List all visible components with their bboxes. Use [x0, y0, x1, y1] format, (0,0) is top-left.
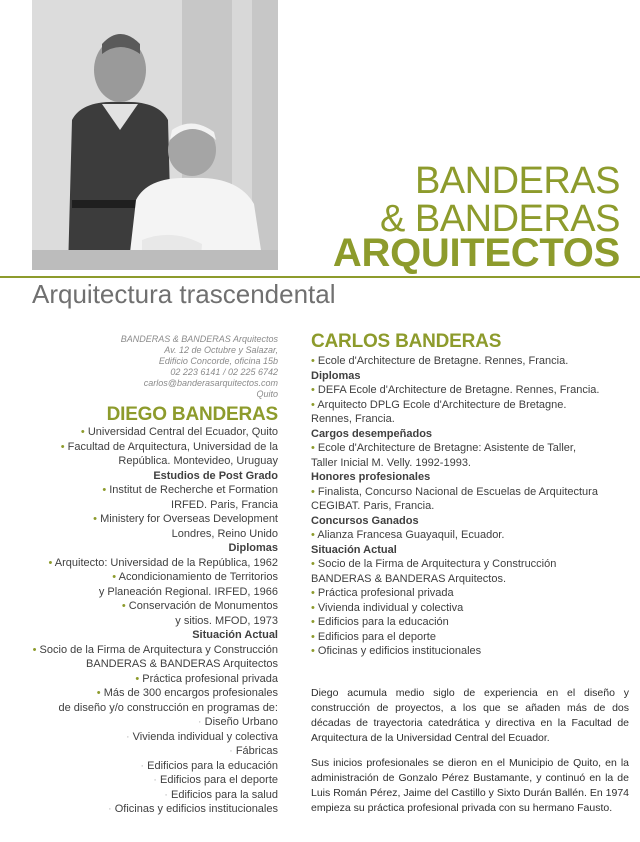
bullet-icon: •	[48, 556, 53, 569]
list-item-text: Ecole d'Architecture de Bretagne: Asistente de Taller,	[317, 442, 577, 454]
bullet-icon: •	[60, 440, 65, 453]
list-item-text: Taller Inicial M. Velly. 1992-1993.	[311, 456, 471, 469]
tagline: Arquitectura trascendental	[32, 279, 336, 309]
bullet-icon: •	[311, 645, 315, 657]
list-item-text: Honores profesionales	[311, 471, 431, 483]
list-item-text: BANDERAS & BANDERAS Arquitectos.	[311, 572, 507, 585]
list-item	[33, 686, 278, 701]
section-heading	[311, 369, 599, 384]
list-item-text: Facultad de Arquitectura, Universidad de la	[67, 440, 278, 453]
list-item-text: y sitios. MFOD, 1973	[175, 614, 278, 627]
list-item-text: Arquitecto: Universidad de la República, 1962	[54, 556, 278, 569]
carlos-cv-list	[311, 354, 599, 659]
list-item	[33, 643, 278, 658]
title-line-2: & BANDERAS	[380, 198, 620, 240]
list-item	[33, 454, 278, 469]
list-item	[311, 630, 599, 645]
list-item	[33, 512, 278, 527]
list-item	[33, 657, 278, 672]
contact-line: Av. 12 de Octubre y Salazar,	[164, 345, 278, 355]
contact-block	[121, 334, 278, 400]
list-item	[311, 354, 599, 369]
dot-icon: ·	[164, 788, 168, 801]
list-item-text: CEGIBAT. Paris, Francia.	[311, 500, 435, 512]
list-item	[311, 456, 599, 471]
bullet-icon: •	[311, 630, 315, 643]
dot-icon: ·	[197, 716, 202, 728]
list-item-text: Edificios para el deporte	[317, 630, 436, 643]
bullet-icon: •	[311, 355, 315, 367]
list-item-text: Cargos desempeñados	[311, 427, 433, 440]
bio-paragraph-1: Diego acumula medio siglo de experiencia en el diseño y construcción de proyectos, a los que se añaden más de dos décadas de trayectoria catedrática y directiva en la Facultad de Arquitectura de la Universidad Central del Ecuador.	[311, 687, 629, 744]
title-divider	[0, 276, 640, 278]
list-item-text: Estudios de Post Grado	[153, 469, 278, 482]
list-item	[311, 398, 599, 413]
bullet-icon: •	[121, 600, 126, 612]
list-item-text: Edificios para el deporte	[159, 774, 278, 786]
list-item	[33, 730, 278, 745]
list-item-text: Rennes, Francia.	[311, 413, 395, 425]
section-heading	[311, 514, 599, 529]
list-item	[311, 615, 599, 630]
list-item-text: Universidad Central del Ecuador, Quito	[87, 426, 278, 438]
portrait-photo	[32, 0, 278, 270]
list-item-text: Alianza Francesa Guayaquil, Ecuador.	[317, 529, 505, 541]
section-heading	[33, 469, 278, 484]
list-item	[311, 499, 599, 514]
list-item-text: Situación Actual	[311, 543, 397, 556]
list-item	[311, 528, 599, 543]
dot-icon: ·	[140, 759, 145, 772]
list-item-text: Institut de Recherche et Formation	[109, 484, 278, 496]
list-item	[33, 701, 278, 716]
list-item-text: Práctica profesional privada	[317, 587, 454, 599]
list-item	[33, 672, 278, 687]
list-item	[311, 412, 599, 427]
list-item-text: Oficinas y edificios institucionales	[317, 645, 482, 657]
list-item	[33, 585, 278, 600]
list-item	[311, 557, 599, 572]
title-line-3: ARQUITECTOS	[332, 231, 620, 275]
bullet-icon: •	[311, 601, 315, 614]
bullet-icon: •	[311, 529, 315, 541]
list-item-text: IRFED. Paris, Francia	[171, 498, 278, 511]
list-item	[33, 527, 278, 542]
list-item	[311, 644, 599, 659]
list-item-text: Fábricas	[235, 745, 278, 757]
list-item	[33, 715, 278, 730]
bullet-icon: •	[102, 484, 107, 496]
list-item-text: Edificios para la salud	[170, 788, 278, 801]
bullet-icon: •	[311, 616, 315, 628]
list-item	[33, 788, 278, 803]
list-item-text: DEFA Ecole d'Architecture de Bretagne. Rennes, Francia.	[317, 384, 600, 396]
contact-line: BANDERAS & BANDERAS Arquitectos	[120, 334, 278, 344]
list-item-text: Acondicionamiento de Territorios	[118, 571, 278, 583]
contact-line: Quito	[256, 389, 278, 399]
bullet-icon: •	[311, 558, 315, 570]
list-item-text: Práctica profesional privada	[142, 672, 278, 685]
list-item	[33, 556, 278, 571]
list-item-text: República. Montevideo, Uruguay	[118, 455, 278, 467]
bullet-icon: •	[311, 442, 315, 454]
list-item-text: Socio de la Firma de Arquitectura y Construcción	[317, 558, 557, 570]
section-heading	[311, 470, 599, 485]
list-item-text: Edificios para la educación	[147, 759, 278, 772]
list-item-text: Vivienda individual y colectiva	[317, 601, 464, 614]
bullet-icon: •	[80, 426, 85, 438]
list-item	[311, 441, 599, 456]
portrait-illustration	[32, 0, 278, 270]
bullet-icon: •	[96, 687, 101, 699]
bullet-icon: •	[135, 672, 140, 685]
list-item-text: Diplomas	[311, 369, 361, 382]
bullet-icon: •	[311, 485, 315, 498]
bullet-icon: •	[311, 587, 315, 599]
section-heading	[33, 628, 278, 643]
list-item	[311, 586, 599, 601]
list-item	[311, 572, 599, 587]
section-heading	[311, 543, 599, 558]
dot-icon: ·	[153, 774, 157, 786]
list-item-text: Londres, Reino Unido	[171, 527, 278, 540]
list-item-text: Más de 300 encargos profesionales	[103, 687, 278, 699]
list-item-text: Diplomas	[228, 542, 278, 554]
list-item-text: Conservación de Monumentos	[128, 600, 278, 612]
list-item	[33, 483, 278, 498]
list-item-text: Concursos Ganados	[311, 514, 419, 527]
list-item-text: de diseño y/o construcción en programas de:	[58, 701, 278, 714]
list-item-text: Vivienda individual y colectiva	[132, 730, 278, 743]
list-item-text: Diseño Urbano	[204, 716, 278, 728]
list-item-text: Situación Actual	[192, 629, 278, 641]
contact-line: Edificio Concorde, oficina 15b	[158, 356, 278, 366]
section-heading	[311, 427, 599, 442]
list-item-text: Oficinas y edificios institucionales	[114, 803, 278, 815]
contact-line: 02 223 6141 / 02 225 6742	[170, 367, 278, 377]
list-item	[311, 383, 599, 398]
list-item-text: Arquitecto DPLG Ecole d'Architecture de Bretagne.	[317, 398, 567, 411]
contact-email: carlos@banderasarquitectos.com	[143, 378, 278, 388]
list-item	[33, 759, 278, 774]
carlos-name-heading: CARLOS BANDERAS	[311, 331, 502, 352]
list-item-text: Socio de la Firma de Arquitectura y Construcción	[39, 643, 278, 656]
dot-icon: ·	[108, 803, 112, 815]
list-item	[33, 425, 278, 440]
list-item-text: Ecole d'Architecture de Bretagne. Rennes, Francia.	[317, 355, 569, 367]
section-heading	[33, 541, 278, 556]
list-item	[33, 614, 278, 629]
list-item	[33, 599, 278, 614]
list-item	[33, 802, 278, 817]
dot-icon: ·	[229, 745, 233, 757]
list-item	[33, 773, 278, 788]
bullet-icon: •	[112, 571, 117, 583]
bio-paragraph-2: Sus inicios profesionales se dieron en el Municipio de Quito, en la administración de Gonzalo Pérez Bustamante, y continuó en la de Luis Román Pérez, Jaime del Castillo y Sixto Durán Ballén. En 1974 empieza su práctica profesional privada con su hermano Fausto.	[311, 757, 629, 814]
diego-name-heading: DIEGO BANDERAS	[106, 404, 278, 425]
list-item	[33, 498, 278, 513]
bullet-icon: •	[311, 384, 315, 396]
list-item	[33, 440, 278, 455]
bullet-icon: •	[311, 398, 315, 411]
bullet-icon: •	[32, 643, 37, 656]
list-item-text: y Planeación Regional. IRFED, 1966	[98, 585, 278, 598]
bullet-icon: •	[93, 513, 98, 525]
list-item-text: Edificios para la educación	[317, 616, 449, 628]
list-item	[33, 744, 278, 759]
dot-icon: ·	[125, 730, 130, 743]
list-item-text: Ministery for Overseas Development	[100, 513, 278, 525]
list-item-text: Finalista, Concurso Nacional de Escuelas de Arquitectura	[317, 485, 598, 498]
list-item-text: BANDERAS & BANDERAS Arquitectos	[86, 658, 278, 670]
diego-cv-list	[33, 425, 278, 817]
list-item	[33, 570, 278, 585]
list-item	[311, 601, 599, 616]
list-item	[311, 485, 599, 500]
title-line-1: BANDERAS	[414, 160, 620, 202]
